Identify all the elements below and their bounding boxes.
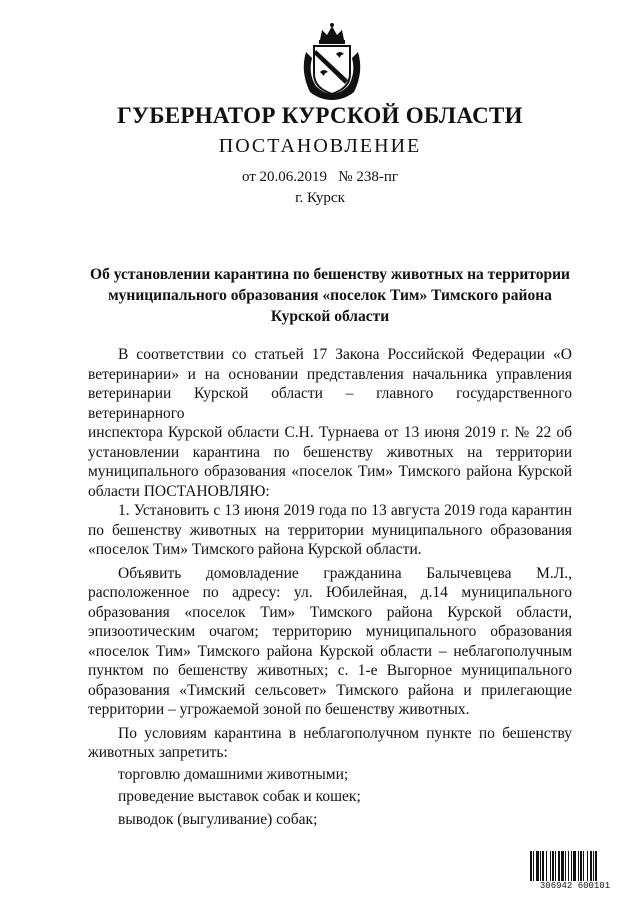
list-item: проведение выставок собак и кошек; <box>118 788 361 805</box>
heading-line: муниципального образования «поселок Тим» Тимского района <box>108 287 552 304</box>
barcode-bar <box>595 851 597 881</box>
barcode-bar <box>552 851 554 881</box>
document-type: ПОСТАНОВЛЕНИЕ <box>218 135 422 157</box>
barcode-bar <box>580 851 582 881</box>
barcode-bar <box>573 851 576 881</box>
barcode-bar <box>540 851 541 881</box>
barcode-bar <box>578 851 579 881</box>
list-item: торговлю домашними животными; <box>118 765 349 783</box>
text-line: образования «поселок Тим» Тимского района Курской области, <box>88 603 572 621</box>
text-line: инспектора Курской области С.Н. Турнаева от 13 июня 2019 г. № 22 об <box>88 424 572 441</box>
list-item: выводок (выгуливание) собак; <box>118 810 318 828</box>
paragraph <box>88 501 572 560</box>
text-line: расположенное по адресу: ул. Юбилейная, д.14 муниципального <box>88 584 572 601</box>
prohibition-list <box>88 765 572 830</box>
barcode-bar <box>593 851 594 881</box>
barcode-bar <box>561 851 564 881</box>
text-line: 1. Установить с 13 июня 2019 года по 13 августа 2019 года карантин <box>118 502 572 519</box>
heading-line: Курской области <box>270 308 390 325</box>
paragraph <box>88 564 572 720</box>
document-title: ГУБЕРНАТОР КУРСКОЙ ОБЛАСТИ <box>117 103 523 128</box>
text-line: образования «Тимский сельсовет» Тимского района и прилегающие <box>88 681 572 699</box>
text-line: По условиям карантина в неблагополучном пункте по бешенству <box>118 724 572 742</box>
barcode-bar <box>590 851 592 881</box>
text-line: ветеринарии» и на основании представления начальника управления <box>88 365 572 383</box>
text-line: муниципального образования «поселок Тим» Тимского района Курской <box>88 463 572 480</box>
text-line: В соответствии со статьей 17 Закона Российской Федерации «О <box>118 346 572 363</box>
paragraph <box>88 724 572 763</box>
barcode-bar <box>546 851 547 881</box>
barcode-bar <box>550 851 551 881</box>
text-line: ветеринарии Курской области – главного государственного ветеринарного <box>88 385 572 422</box>
document-body <box>88 345 572 829</box>
barcode-bar <box>530 851 532 881</box>
text-line: животных запретить: <box>88 744 228 761</box>
text-line: установлении карантина по бешенству животных на территории <box>88 443 572 461</box>
barcode-bar <box>555 851 556 881</box>
barcode-bar <box>583 851 584 881</box>
barcode-bar <box>565 851 566 881</box>
heading-line: Об установлении карантина по бешенству животных на территории <box>90 266 570 283</box>
text-line: области ПОСТАНОВЛЯЮ: <box>88 482 270 500</box>
barcode-bar <box>568 851 569 881</box>
text-line: территории – угрожаемой зоной по бешенству животных. <box>88 701 470 718</box>
text-line: «поселок Тим» Тимского района Курской области – неблагополучным <box>88 642 572 660</box>
document-heading <box>80 264 580 327</box>
date-and-number: от 20.06.2019 № 238-пг <box>241 169 399 185</box>
barcode-bar <box>542 851 544 881</box>
text-line: по бешенству животных на территории муниципального образования <box>88 521 572 539</box>
barcode-bar <box>571 851 572 881</box>
barcode-number: 306942 600101 <box>528 881 622 891</box>
barcode-bar <box>587 851 588 881</box>
document-place: г. Курск <box>295 190 345 206</box>
barcode-bar <box>533 851 534 881</box>
text-line: эпизоотическим очагом; территорию муниципального образования <box>88 623 572 640</box>
text-line: «поселок Тим» Тимского района Курской области. <box>88 541 422 558</box>
barcode-bar <box>558 851 560 881</box>
paragraph <box>88 345 572 501</box>
barcode-bar <box>536 851 539 881</box>
text-line: Объявить домовладение гражданина Балычевцева М.Л., <box>118 564 572 582</box>
text-line: пунктом по бешенству животных; с. 1-е Выгорное муниципального <box>88 662 572 679</box>
coat-of-arms-emblem <box>296 22 368 102</box>
